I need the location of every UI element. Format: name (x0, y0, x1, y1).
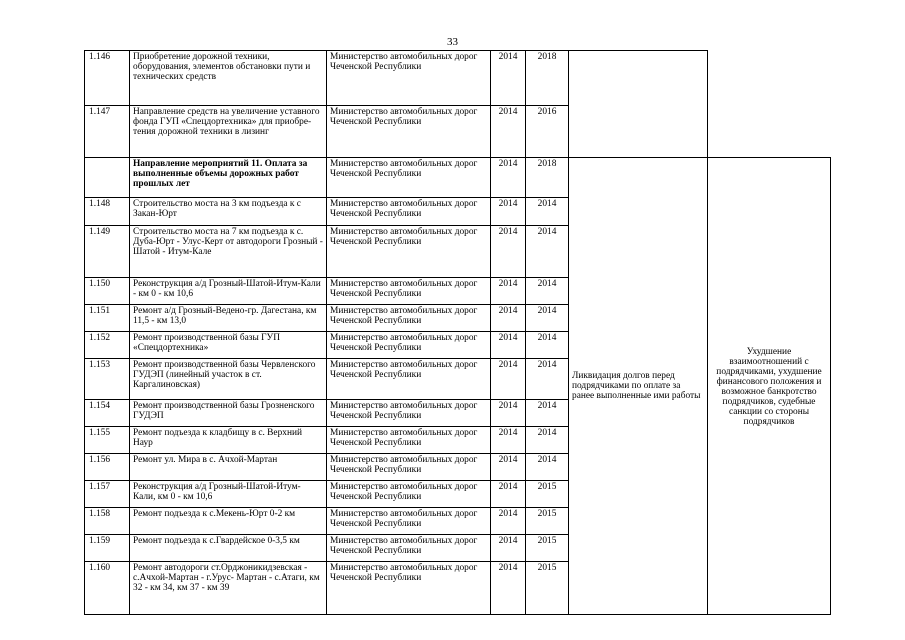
end-year: 2015 (526, 508, 569, 535)
row-number: 1.149 (85, 226, 130, 278)
executor: Министерство автомобильных дорог Чеченской Республики (327, 427, 491, 454)
end-year: 2014 (526, 226, 569, 278)
table-row (85, 158, 831, 198)
row-number: 1.147 (85, 106, 130, 158)
end-year: 2014 (526, 332, 569, 359)
start-year: 2014 (491, 226, 526, 278)
measure-name: Ремонт производственной базы Червленского ГУДЭП (линейный участок в ст. Каргалиновская) (130, 359, 327, 400)
measure-name: Ремонт производственной базы Грозненского ГУДЭП (130, 400, 327, 427)
measure-name: Ремонт ул. Мира в с. Ачхой-Мартан (130, 454, 327, 481)
end-year: 2014 (526, 454, 569, 481)
row-number: 1.153 (85, 359, 130, 400)
empty-consequence-cell (708, 51, 831, 158)
start-year: 2014 (491, 106, 526, 158)
measure-name: Строительство моста на 3 км подъезда к с Закан-Юрт (130, 198, 327, 226)
start-year: 2014 (491, 400, 526, 427)
start-year: 2014 (491, 332, 526, 359)
start-year: 2014 (491, 278, 526, 305)
executor: Министерство автомобильных дорог Чеченской Республики (327, 562, 491, 615)
start-year: 2014 (491, 198, 526, 226)
executor: Министерство автомобильных дорог Чеченской Республики (327, 106, 491, 158)
row-number: 1.155 (85, 427, 130, 454)
end-year: 2014 (526, 427, 569, 454)
row-number: 1.146 (85, 51, 130, 106)
start-year: 2014 (491, 481, 526, 508)
end-year: 2018 (526, 51, 569, 106)
measure-name: Ремонт а/д Грозный-Ведено-гр. Дагестана, км 11,5 - км 13,0 (130, 305, 327, 332)
row-number: 1.152 (85, 332, 130, 359)
row-number: 1.159 (85, 535, 130, 562)
start-year: 2014 (491, 454, 526, 481)
row-number: 1.158 (85, 508, 130, 535)
measure-name: Ремонт подъезда к с.Гвардейское 0-3,5 км (130, 535, 327, 562)
start-year: 2014 (491, 562, 526, 615)
row-number: 1.150 (85, 278, 130, 305)
expected-result: Ликвидация долгов перед подрядчиками по оплате за ранее выполненные ими работы (569, 158, 708, 615)
end-year: 2014 (526, 359, 569, 400)
end-year: 2014 (526, 305, 569, 332)
executor: Министерство автомобильных дорог Чеченской Республики (327, 226, 491, 278)
measure-name: Ремонт подъезда к кладбищу в с. Верхний Наур (130, 427, 327, 454)
measure-name: Ремонт подъезда к с.Мекень-Юрт 0-2 км (130, 508, 327, 535)
executor: Министерство автомобильных дорог Чеченской Республики (327, 400, 491, 427)
start-year: 2014 (491, 508, 526, 535)
row-number: 1.156 (85, 454, 130, 481)
executor: Министерство автомобильных дорог Чеченской Республики (327, 332, 491, 359)
page-number: 33 (447, 36, 458, 48)
start-year: 2014 (491, 305, 526, 332)
risk-consequence: Ухудшение взаимоотношений с подрядчиками, ухудшение финансового положения и возможное банкротство подрядчиков, судебные санкции со стороны подрядчиков (708, 158, 831, 615)
executor: Министерство автомобильных дорог Чеченской Республики (327, 51, 491, 106)
measure-name: Строительство моста на 7 км подъезда к с. Дуба-Юрт - Улус-Керт от автодороги Грозный - Шатой - Итум-Кале (130, 226, 327, 278)
executor: Министерство автомобильных дорог Чеченской Республики (327, 305, 491, 332)
start-year: 2014 (491, 158, 526, 198)
row-number: 1.160 (85, 562, 130, 615)
start-year: 2014 (491, 51, 526, 106)
measure-name: Реконструкция а/д Грозный-Шатой-Итум-Кали - км 0 - км 10,6 (130, 278, 327, 305)
end-year: 2014 (526, 198, 569, 226)
table-body (85, 51, 831, 615)
start-year: 2014 (491, 427, 526, 454)
executor: Министерство автомобильных дорог Чеченской Республики (327, 198, 491, 226)
measure-name: Направление мероприятий 11. Оплата за выполненные объемы дорожных работ прошлых лет (130, 158, 327, 198)
end-year: 2018 (526, 158, 569, 198)
end-year: 2016 (526, 106, 569, 158)
row-number: 1.151 (85, 305, 130, 332)
start-year: 2014 (491, 359, 526, 400)
measure-name: Реконструкция а/д Грозный-Шатой-Итум-Кали, км 0 - км 10,6 (130, 481, 327, 508)
executor: Министерство автомобильных дорог Чеченской Республики (327, 278, 491, 305)
end-year: 2014 (526, 278, 569, 305)
row-number (85, 158, 130, 198)
end-year: 2015 (526, 562, 569, 615)
measure-name: Ремонт автодороги ст.Орджоникидзевская - с.Ачхой-Мартан - г.Урус- Мартан - с.Атаги, км 32 - км 34, км 37 - км 39 (130, 562, 327, 615)
measures-table (84, 50, 831, 615)
row-number: 1.148 (85, 198, 130, 226)
row-number: 1.154 (85, 400, 130, 427)
end-year: 2015 (526, 481, 569, 508)
empty-result-cell (569, 51, 708, 158)
measure-name: Ремонт производственной базы ГУП «Спецдортехника» (130, 332, 327, 359)
executor: Министерство автомобильных дорог Чеченской Республики (327, 454, 491, 481)
executor: Министерство автомобильных дорог Чеченской Республики (327, 359, 491, 400)
executor: Министерство автомобильных дорог Чеченской Республики (327, 508, 491, 535)
executor: Министерство автомобильных дорог Чеченской Республики (327, 158, 491, 198)
end-year: 2014 (526, 400, 569, 427)
end-year: 2015 (526, 535, 569, 562)
start-year: 2014 (491, 535, 526, 562)
executor: Министерство автомобильных дорог Чеченской Республики (327, 535, 491, 562)
table-row (85, 51, 831, 106)
row-number: 1.157 (85, 481, 130, 508)
measure-name: Направление средств на увеличение уставного фонда ГУП «Спецдортехника» для приобре-тения дорожной техники в лизинг (130, 106, 327, 158)
measure-name: Приобретение дорожной техники, оборудования, элементов обстановки пути и технических средств (130, 51, 327, 106)
executor: Министерство автомобильных дорог Чеченской Республики (327, 481, 491, 508)
